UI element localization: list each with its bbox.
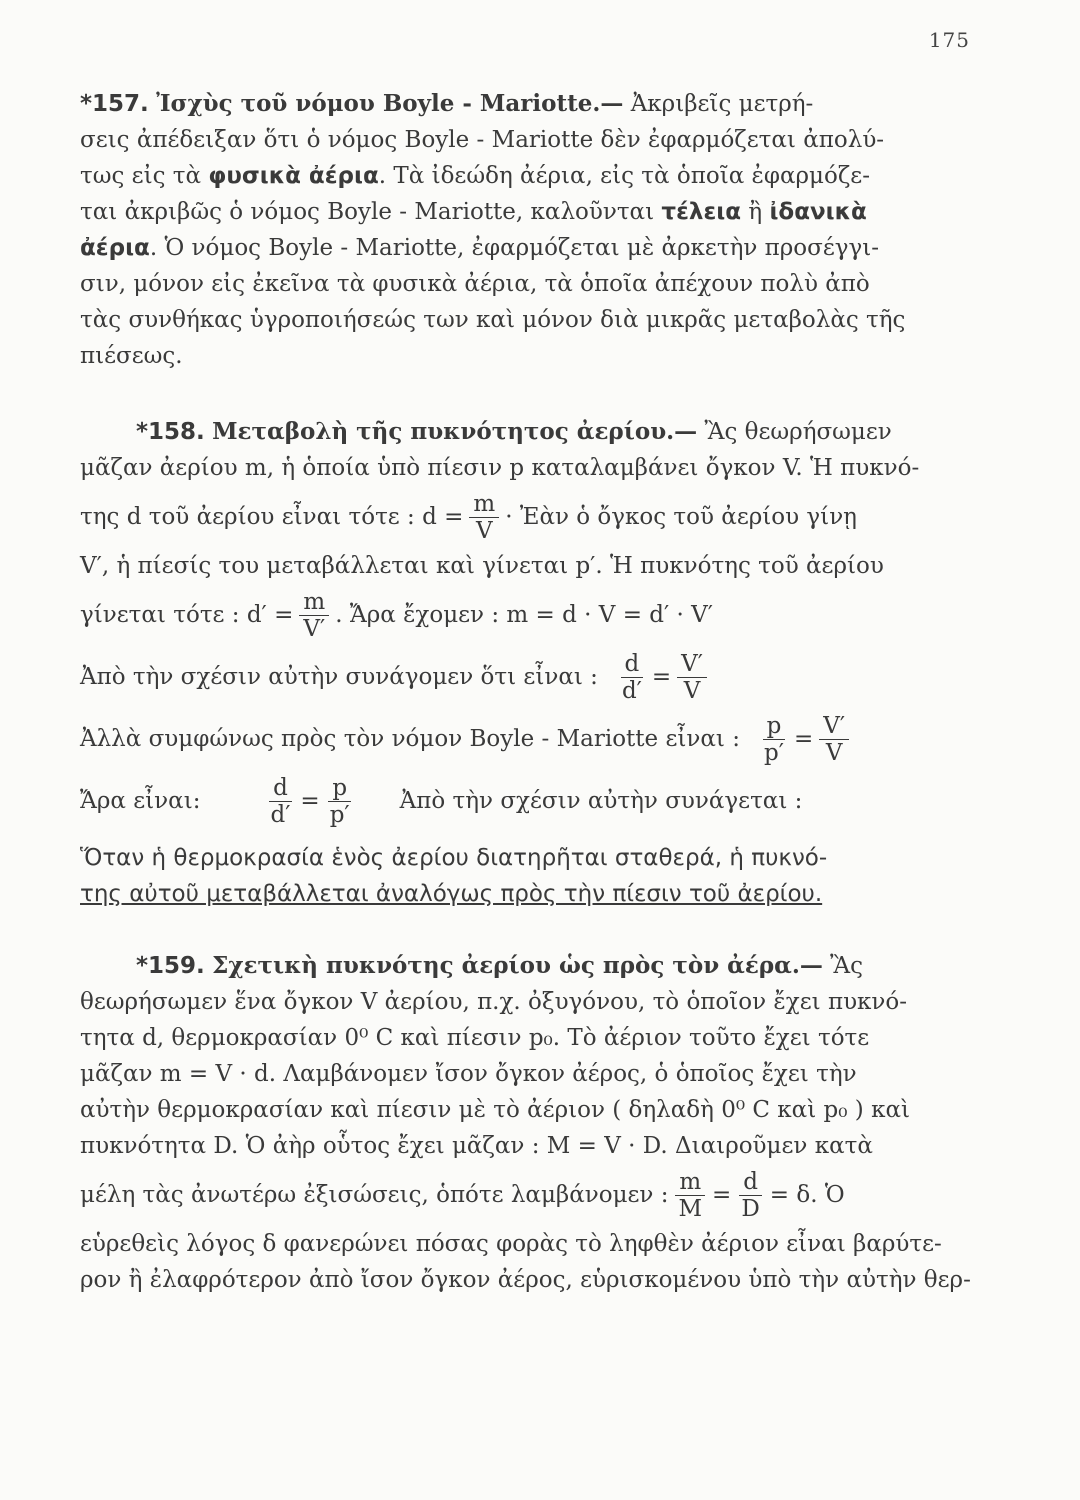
text-line: μᾶζαν ἀερίου m, ἡ ὁποία ὑπὸ πίεσιν p καταλαμβάνει ὄγκον V. Ἡ πυκνό- [80,455,920,481]
page-number: 175 [928,28,970,52]
text-line: Ἂς [830,953,864,979]
rule-statement: της αὐτοῦ μεταβάλλεται ἀναλόγως πρὸς τὴν πίεσιν τοῦ ἀερίου. [80,881,823,907]
rule-statement: Ὅταν ἡ θερμοκρασία ἑνὸς ἀερίου διατηρῆται σταθερά, ἡ πυκνό- [80,845,828,871]
section-157 [80,86,960,374]
fraction: $\frac{d}{d'}$ [621,650,642,704]
text-line: τητα d, θερμοκρασίαν 0⁰ C καὶ πίεσιν p₀. Τὸ ἀέριον τοῦτο ἔχει τότε [80,1025,870,1051]
section-title: Σχετικὴ πυκνότης ἀερίου ὡς πρὸς τὸν ἀέρα.— [212,952,823,979]
section-159-heading [80,948,960,984]
page-text [80,86,971,1298]
text-line: εὑρεθεὶς λόγος δ φανερώνει πόσας φορὰς τὸ ληφθὲν ἀέριον εἶναι βαρύτε- [80,1231,942,1257]
fraction: $\frac{d}{d'}$ [270,774,291,828]
text-line: πυκνότητα D. Ὁ ἀὴρ οὗτος ἔχει μᾶζαν : M = V · D. Διαιροῦμεν κατὰ [80,1133,873,1159]
section-number: *159. [136,953,205,979]
fraction: $\frac{d}{D}$ [737,1169,763,1222]
fraction: $\frac{m}{V'}$ [299,589,329,642]
text-line: V′, ἡ πίεσίς του μεταβάλλεται καὶ γίνεται p′. Ἡ πυκνότης τοῦ ἀερίου [80,553,884,579]
equation-line: μέλη τὰς ἀνωτέρω ἐξισώσεις, ὁπότε λαμβάνομεν : $\frac{m}{M}$ = $\frac{d}{D}$ = δ. Ὁ [80,1168,845,1222]
emphasis: φυσικὰ ἀέρια [208,163,379,189]
fraction: $\frac{p}{p'}$ [329,774,350,828]
text-line: πιέσεως. [80,343,183,369]
text-line: θεωρήσωμεν ἕνα ὄγκον V ἀερίου, π.χ. ὀξυγόνου, τὸ ὁποῖον ἔχει πυκνό- [80,989,908,1015]
emphasis: ἰδανικὰ [769,199,867,225]
text-line: ρον ἢ ἐλαφρότερον ἀπὸ ἴσον ὄγκον ἀέρος, εὑρισκομένου ὑπὸ τὴν αὐτὴν θερ- [80,1267,971,1293]
text-line: μᾶζαν m = V · d. Λαμβάνομεν ἴσον ὄγκον ἀέρος, ὁ ὁποῖος ἔχει τὴν [80,1061,857,1087]
equation-line: της d τοῦ ἀερίου εἶναι τότε : d = $\frac{m}{V}$ · Ἐὰν ὁ ὄγκος τοῦ ἀερίου γίνῃ [80,490,857,544]
section-158-heading [80,414,960,450]
text-line: ἀέρια. Ὁ νόμος Boyle - Mariotte, ἐφαρμόζεται μὲ ἀρκετὴν προσέγγι- [80,235,880,261]
equation-line: Ἀπὸ τὴν σχέσιν αὐτὴν συνάγομεν ὅτι εἶναι : $\frac{d}{d'}$ = $\frac{V'}{V}$ [80,646,960,708]
text-line: Ἀκριβεῖς μετρή- [630,91,814,117]
text-line: τως εἰς τὰ φυσικὰ ἀέρια. Τὰ ἰδεώδη ἀέρια, εἰς τὰ ὁποῖα ἐφαρμόζε- [80,163,870,189]
fraction: $\frac{V'}{V}$ [819,713,849,766]
section-159 [80,948,971,1298]
text-line: ται ἀκριβῶς ὁ νόμος Boyle - Mariotte, καλοῦνται τέλεια ἢ ἰδανικὰ [80,199,867,225]
equation-line: Ἄρα εἶναι: $\frac{d}{d'}$ = $\frac{p}{p'}$ Ἀπὸ τὴν σχέσιν αὐτὴν συνάγεται : [80,774,803,828]
fraction: $\frac{p}{p'}$ [763,712,784,766]
section-number: *158. [136,419,205,445]
fraction: $\frac{V'}{V}$ [677,651,707,704]
section-157-heading [80,86,960,122]
fraction: $\frac{m}{M}$ [674,1169,706,1222]
section-number: *157. [80,91,149,117]
section-title: Μεταβολὴ τῆς πυκνότητος ἀερίου.— [212,418,698,445]
equation-line: Ἀλλὰ συμφώνως πρὸς τὸν νόμον Boyle - Mariotte εἶναι : $\frac{p}{p'}$ = $\frac{V'}{V}$ [80,708,960,770]
emphasis: ἀέρια [80,235,150,261]
fraction: $\frac{m}{V}$ [469,491,499,544]
text-line: Ἂς θεωρήσωμεν [704,419,892,445]
text-line: τὰς συνθήκας ὑγροποιήσεώς των καὶ μόνον διὰ μικρᾶς μεταβολὰς τῆς [80,307,906,333]
text-line: αὐτὴν θερμοκρασίαν καὶ πίεσιν μὲ τὸ ἀέριον ( δηλαδὴ 0⁰ C καὶ p₀ ) καὶ [80,1097,910,1123]
text-line: σιν, μόνον εἰς ἐκεῖνα τὰ φυσικὰ ἀέρια, τὰ ὁποῖα ἀπέχουν πολὺ ἀπὸ [80,271,870,297]
text-line: σεις ἀπέδειξαν ὅτι ὁ νόμος Boyle - Mariotte δὲν ἐφαρμόζεται ἀπολύ- [80,127,885,153]
section-158 [80,414,960,912]
emphasis: τέλεια [661,199,742,225]
equation-line: γίνεται τότε : d′ = $\frac{m}{V'}$ . Ἄρα ἔχομεν : m = d · V = d′ · V′ [80,588,713,642]
section-title: Ἰσχὺς τοῦ νόμου Boyle - Mariotte.— [156,90,624,117]
